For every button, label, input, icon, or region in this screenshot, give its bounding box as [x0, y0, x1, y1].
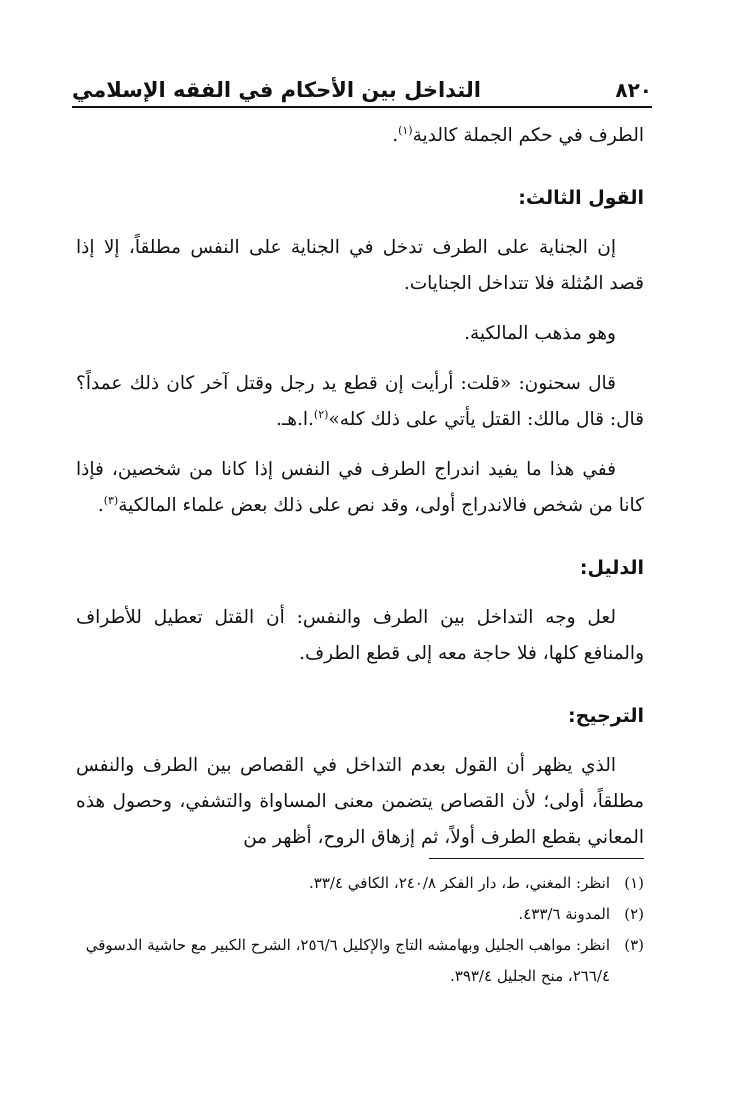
- footnote-number: (٢): [624, 905, 644, 923]
- footnote-item: [76, 899, 644, 930]
- paragraph: وهو مذهب المالكية.: [464, 323, 616, 344]
- paragraph: لعل وجه التداخل بين الطرف والنفس: أن القتل تعطيل للأطراف والمنافع كلها، فلا حاجة معه إلى قطع الطرف.: [76, 607, 644, 664]
- footnote-ref[interactable]: (٢): [313, 407, 329, 421]
- footnote-ref[interactable]: (١): [398, 123, 413, 137]
- footnote-item: [76, 930, 644, 992]
- intro-line: الطرف في حكم الجملة كالدية$^{(١)}$.: [392, 123, 644, 146]
- footnote-text: انظر: مواهب الجليل وبهامشه التاج والإكليل ٢٥٦/٦، الشرح الكبير مع حاشية الدسوقي ٢٦٦/٤، منح الجليل ٣٩٣/٤.: [85, 936, 610, 985]
- paragraph: ففي هذا ما يفيد اندراج الطرف في النفس إذا كانا من شخصين، فإذا كانا من شخص فالاندراج أولى، وقد نص على ذلك بعض علماء المالكية$^{(٣)}$.: [76, 459, 644, 516]
- running-header: [72, 62, 652, 102]
- footnotes: [76, 868, 644, 992]
- footnote-text: انظر: المغني، ط، دار الفكر ٢٤٠/٨، الكافي ٣٣/٤.: [309, 874, 610, 892]
- page-number: ٨٢٠: [615, 78, 652, 102]
- header-rule: [72, 106, 652, 108]
- heading-preference: الترجيح:: [568, 705, 644, 727]
- paragraph-quote: قال سحنون: «قلت: أرأيت إن قطع يد رجل وقتل آخر كان ذلك عمداً؟ قال: قال مالك: القتل يأتي على ذلك كله»$^{(٢)}$.ا.هـ.: [76, 373, 644, 430]
- paragraph: الذي يظهر أن القول بعدم التداخل في القصاص بين الطرف والنفس مطلقاً، أولى؛ لأن القصاص يتضمن معنى المساواة والتشفي، وحصول هذه المعاني بقطع الطرف أولاً، ثم إزهاق الروح، أظهر من: [76, 755, 644, 848]
- running-title: التداخل بين الأحكام في الفقه الإسلامي: [72, 78, 481, 102]
- heading-third-opinion: القول الثالث:: [518, 187, 644, 209]
- paragraph: إن الجناية على الطرف تدخل في الجناية على النفس مطلقاً، إلا إذا قصد المُثلة فلا تتداخل الجنايات.: [76, 237, 644, 294]
- footnote-text: المدونة ٤٣٣/٦.: [518, 905, 610, 923]
- footnote-number: (٣): [624, 936, 644, 954]
- footnote-ref[interactable]: (٣): [103, 493, 119, 507]
- footnote-item: [76, 868, 644, 899]
- footnote-number: (١): [624, 874, 644, 892]
- main-text: [76, 118, 644, 856]
- heading-evidence: الدليل:: [579, 557, 644, 579]
- footnote-rule: [429, 858, 644, 859]
